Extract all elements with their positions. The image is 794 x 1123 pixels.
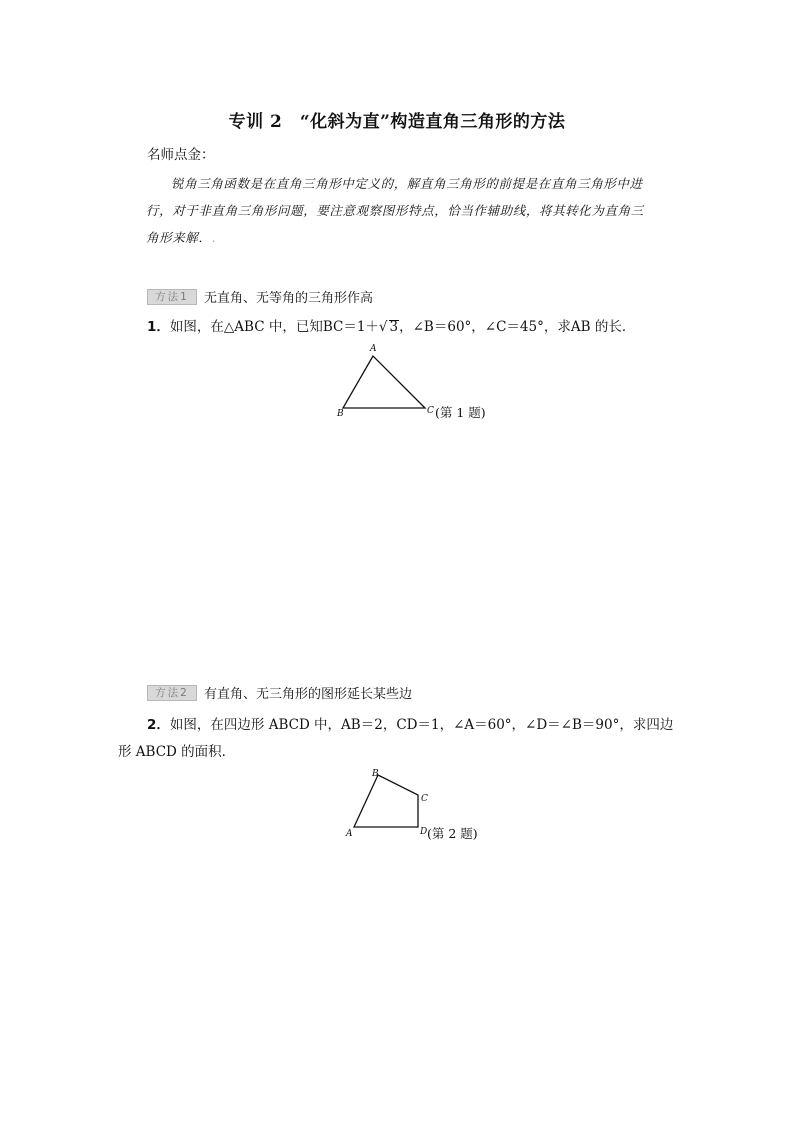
method-1-badge: 方法1 (147, 289, 197, 305)
problem-1-text-before: 如图，在△ABC 中，已知BC＝1＋ (169, 319, 379, 335)
method-1-header (147, 287, 373, 306)
method-2-header (147, 683, 412, 702)
method-2-badge: 方法2 (147, 685, 197, 701)
figure-1-caption: (第 1 题) (435, 405, 486, 420)
page-title: 专训 2 “化斜为直”构造直角三角形的方法 (228, 112, 566, 132)
sqrt-radicand: 3 (389, 319, 399, 335)
vertex-label-b: B (337, 409, 344, 419)
problem-1-number: 1． (147, 319, 170, 335)
quadrilateral-abcd (354, 775, 418, 827)
problem-1-text-after: ，∠B＝60°，∠C＝45°，求AB 的长． (399, 319, 636, 335)
intro-dots: . (211, 230, 217, 245)
figure-2-quadrilateral (340, 765, 440, 845)
vertex-label-a: A (370, 344, 377, 354)
triangle-abc (343, 356, 425, 408)
vertex-label-c: C (421, 794, 428, 804)
problem-1 (147, 314, 667, 341)
problem-2 (118, 712, 678, 766)
figure-1-triangle (330, 340, 440, 422)
method-1-heading: 无直角、无等角的三角形作高 (204, 291, 374, 306)
vertex-label-d: D (420, 827, 428, 837)
figure-2-caption: (第 2 题) (427, 826, 478, 841)
intro-text: 锐角三角函数是在直角三角形中定义的，解直角三角形的前提是在直角三角形中进行，对于非直角三角形问题，要注意观察图形特点，恰当作辅助线，将其转化为直角三角形来解． (146, 176, 644, 245)
intro-paragraph (146, 170, 652, 251)
vertex-label-b: B (372, 769, 379, 779)
sqrt-expression: √ 3 (378, 319, 399, 335)
tip-label: 名师点金： (147, 147, 215, 163)
problem-2-text: 如图，在四边形 ABCD 中，AB＝2，CD＝1，∠A＝60°，∠D＝∠B＝90°，求四边形 ABCD 的面积． (118, 717, 674, 760)
vertex-label-c: C (427, 406, 434, 416)
method-2-heading: 有直角、无三角形的图形延长某些边 (204, 687, 413, 702)
problem-2-number: 2． (147, 717, 170, 733)
vertex-label-a: A (346, 829, 353, 839)
